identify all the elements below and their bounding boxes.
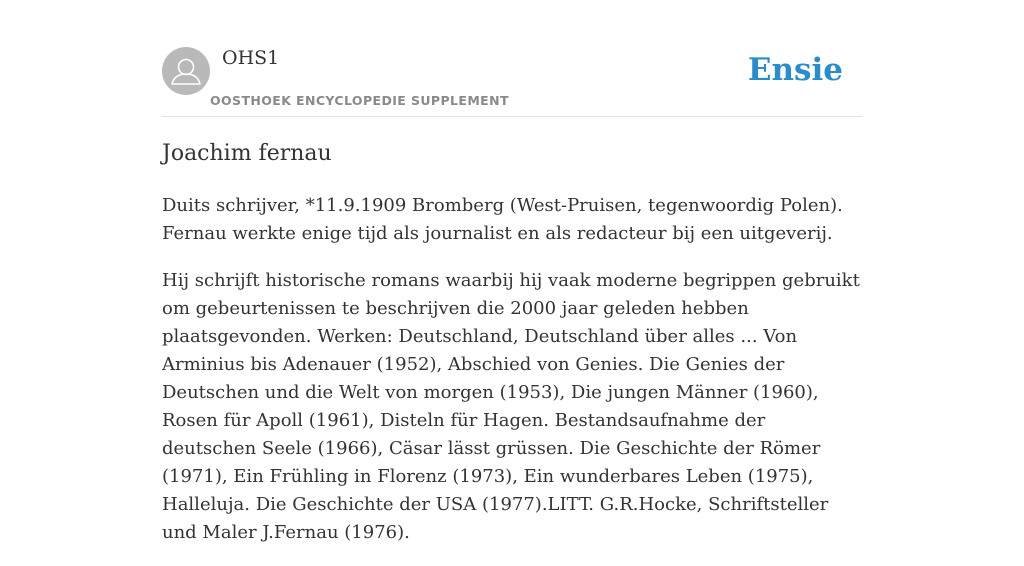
article-paragraph: Hij schrijft historische romans waarbij hij vaak moderne begrippen gebruikt om gebeurtenissen te beschrijven die 2000 jaar geleden hebben plaatsgevonden. Werken: Deutschland, Deutschland über alles ... Von Arminius bis Adenauer (1952), Abschied von Genies. Die Genies der Deutschen und die Welt von morgen (1953), Die jungen Männer (1960), Rosen für Apoll (1961), Disteln für Hagen. Bestandsaufnahme der deutschen Seele (1966), Cäsar lässt grüssen. Die Geschichte der Römer (1971), Ein Frühling in Florenz (1973), Ein wunderbares Leben (1975), Halleluja. Die Geschichte der USA (1977).LITT. G.R.Hocke, Schriftsteller und Maler J.Fernau (1976). — [162, 270, 860, 543]
user-silhouette-icon — [162, 47, 210, 95]
brand-logo[interactable]: Ensie — [747, 52, 843, 88]
article-title: Joachim fernau — [162, 141, 332, 166]
author-name[interactable]: OHS1 — [222, 47, 280, 69]
article-body — [162, 192, 862, 566]
source-label[interactable]: OOSTHOEK ENCYCLOPEDIE SUPPLEMENT — [210, 93, 509, 108]
author-avatar[interactable] — [162, 47, 210, 95]
article-header — [162, 40, 862, 117]
article-paragraph: Duits schrijver, *11.9.1909 Bromberg (West-Pruisen, tegenwoordig Polen). Fernau werkte enige tijd als journalist en als redacteur bij een uitgeverij. — [162, 195, 843, 244]
